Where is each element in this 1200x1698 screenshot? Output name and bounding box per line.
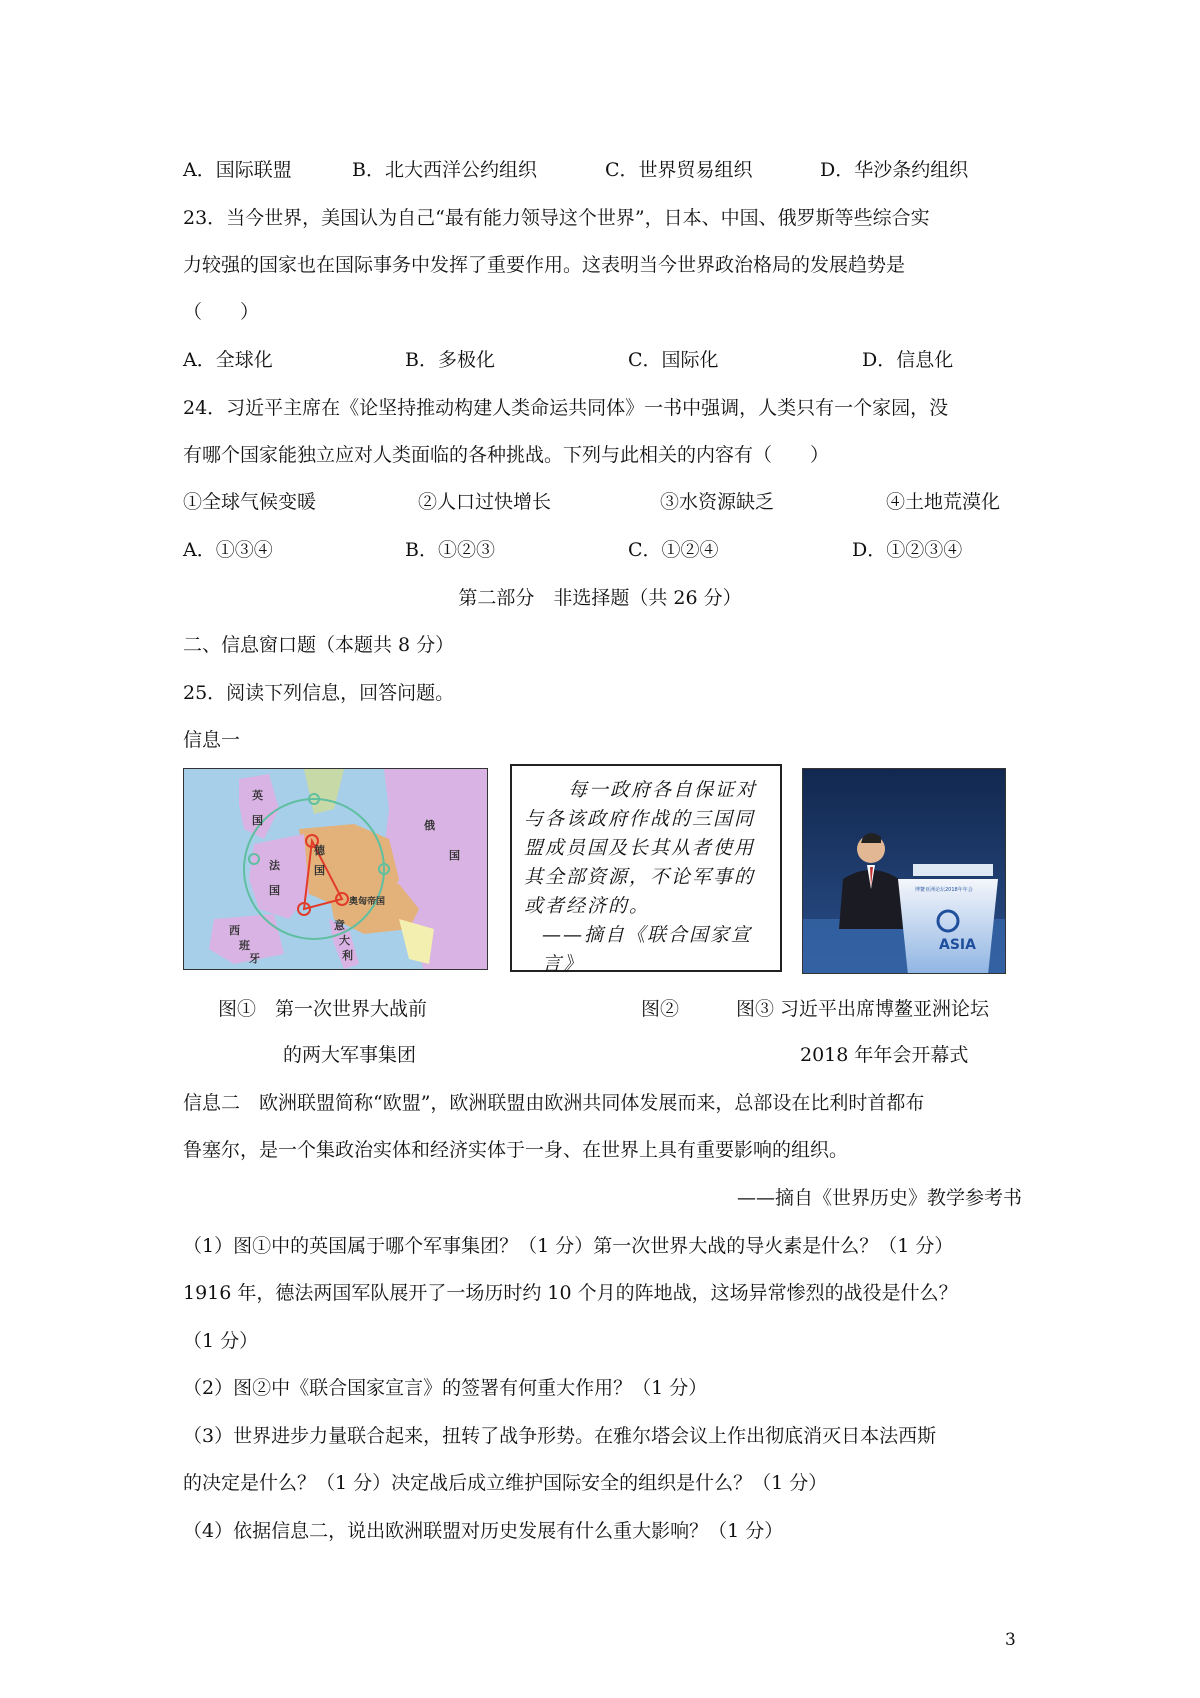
info2-line2: 鲁塞尔，是一个集政治实体和经济实体于一身、在世界上具有重要影响的组织。	[183, 1139, 849, 1161]
q24-option-a: A．①③④	[183, 539, 273, 561]
map-label-it-1: 意	[334, 919, 345, 932]
q23-stem-line2: 力较强的国家也在国际事务中发挥了重要作用。这表明当今世界政治格局的发展趋势是	[183, 254, 906, 276]
q24-option-d: D．①②③④	[852, 539, 963, 561]
map-label-de-2: 国	[314, 864, 325, 877]
q24-item-1: ①全球气候变暖	[183, 491, 317, 513]
map-label-ru-2: 国	[449, 849, 460, 862]
sub1-line1: （1）图①中的英国属于哪个军事集团？（1 分）第一次世界大战的导火素是什么？（1 分）	[183, 1235, 954, 1257]
sub3-line1: （3）世界进步力量联合起来，扭转了战争形势。在雅尔塔会议上作出彻底消灭日本法西斯	[183, 1425, 937, 1447]
q24-stem-line2: 有哪个国家能独立应对人类面临的各种挑战。下列与此相关的内容有（ ）	[183, 444, 830, 466]
figure-1-caption-b: 的两大军事集团	[283, 1044, 417, 1066]
q23-stem-line1: 23．当今世界，美国认为自己“最有能力领导这个世界”，日本、中国、俄罗斯等些综合实	[183, 207, 930, 229]
sub3-line2: 的决定是什么？（1 分）决定战后成立维护国际安全的组织是什么？（1 分）	[183, 1472, 828, 1494]
q22-option-b: B．北大西洋公约组织	[352, 159, 537, 181]
forum-photo-graphic	[803, 769, 1006, 974]
q24-item-3: ③水资源缺乏	[660, 491, 775, 513]
q23-option-c: C．国际化	[628, 349, 719, 371]
q23-option-d: D．信息化	[862, 349, 954, 371]
map-label-fr-2: 国	[269, 884, 280, 897]
map-label-de-1: 德	[314, 844, 325, 857]
section2-title: 二、信息窗口题（本题共 8 分）	[183, 634, 455, 656]
map-label-it-3: 利	[342, 949, 353, 962]
map-label-uk-1: 英	[252, 789, 263, 802]
asia-logo-text: ASIA	[939, 937, 976, 953]
info2-line1: 信息二 欧洲联盟简称“欧盟”，欧洲联盟由欧洲共同体发展而来，总部设在比利时首都布	[183, 1092, 925, 1114]
q23-option-a: A．全球化	[183, 349, 273, 371]
map-label-uk-2: 国	[252, 814, 263, 827]
map-label-fr-1: 法	[269, 859, 280, 872]
figure-2-caption: 图②	[641, 998, 680, 1020]
info2-source: ——摘自《世界历史》教学参考书	[736, 1187, 1022, 1209]
part2-title: 第二部分 非选择题（共 26 分）	[458, 587, 742, 609]
figure-3-photo	[802, 768, 1006, 974]
figure-2-quote	[510, 764, 782, 975]
figure-3-caption-b: 2018 年年会开幕式	[800, 1044, 969, 1066]
map-label-es-3: 牙	[249, 952, 260, 965]
info1-label: 信息一	[183, 729, 241, 751]
quote-line-5: 或者经济的。	[524, 895, 651, 917]
map-label-es-2: 班	[239, 939, 250, 952]
quote-source: ——摘自《联合国家宣言》	[542, 924, 753, 975]
q24-option-b: B．①②③	[405, 539, 495, 561]
q23-option-b: B．多极化	[405, 349, 495, 371]
map-label-ru-1: 俄	[424, 819, 435, 832]
q24-option-c: C．①②④	[628, 539, 719, 561]
quote-line-3: 盟成员国及长其从者使用	[524, 837, 756, 859]
q25-intro: 25．阅读下列信息，回答问题。	[183, 682, 455, 704]
map-label-es-1: 西	[229, 924, 240, 937]
q24-item-2: ②人口过快增长	[418, 491, 552, 513]
podium-banner-text: 博鳌亚洲论坛2018年年会	[915, 887, 973, 893]
q22-option-d: D．华沙条约组织	[820, 159, 969, 181]
sub4: （4）依据信息二，说出欧洲联盟对历史发展有什么重大影响？（1 分）	[183, 1520, 784, 1542]
map-label-austria-hungary: 奥匈帝国	[349, 897, 386, 907]
quote-line-1: 每一政府各自保证对	[568, 779, 758, 801]
q23-blank: （ ）	[183, 301, 260, 323]
map-label-it-2: 大	[339, 934, 350, 947]
sub1-line2: 1916 年，德法两国军队展开了一场历时约 10 个月的阵地战，这场异常惨烈的战役是什么？	[183, 1282, 958, 1304]
sub2: （2）图②中《联合国家宣言》的签署有何重大作用？（1 分）	[183, 1377, 708, 1399]
q22-option-c: C．世界贸易组织	[605, 159, 753, 181]
figure-1-map	[183, 768, 488, 970]
quote-line-2: 与各该政府作战的三国同	[524, 808, 756, 830]
figure-1-caption-a: 图① 第一次世界大战前	[218, 998, 428, 1020]
q24-item-4: ④土地荒漠化	[886, 491, 1001, 513]
figure-3-caption-a: 图③ 习近平出席博鳌亚洲论坛	[736, 998, 990, 1020]
quote-line-4: 其全部资源，不论军事的	[524, 866, 756, 888]
page-number: 3	[1005, 1630, 1016, 1650]
q22-option-a: A．国际联盟	[183, 159, 292, 181]
sub1-line3: （1 分）	[183, 1330, 259, 1352]
europe-map-graphic	[184, 769, 488, 970]
q24-stem-line1: 24．习近平主席在《论坚持推动构建人类命运共同体》一书中强调，人类只有一个家园，没	[183, 397, 949, 419]
